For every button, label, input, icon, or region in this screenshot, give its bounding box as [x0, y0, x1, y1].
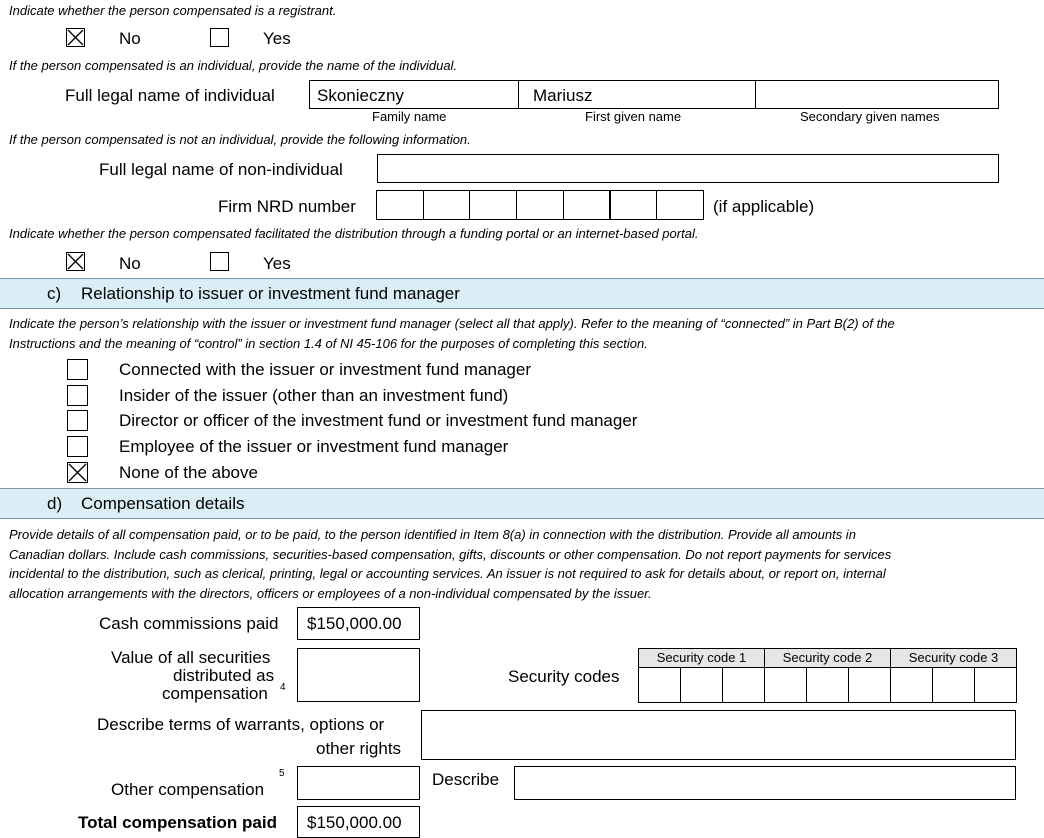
describe-label: Describe — [432, 770, 500, 789]
section-c-instruction-line1: Indicate the person’s relationship with the issuer or investment fund manager (select all that apply). Refer to the meaning of “connected” in Part B(2) of the — [9, 316, 895, 331]
section-d-instruction-line: Canadian dollars. Include cash commissions, securities-based compensation, gifts, discounts or other compensation. Do not report payments for services — [9, 546, 892, 562]
relationship-option-checkbox[interactable] — [67, 462, 88, 483]
individual-name-label: Full legal name of individual — [65, 86, 275, 105]
security-code-cell[interactable] — [680, 667, 723, 703]
security-code-cell[interactable] — [890, 667, 933, 703]
registrant-no-label: No — [119, 29, 141, 48]
secondary-given-names-caption: Secondary given names — [800, 109, 940, 124]
registrant-yes-label: Yes — [263, 29, 291, 48]
cash-commissions-value: $150,000.00 — [307, 614, 402, 633]
registrant-yes-checkbox[interactable] — [210, 28, 229, 47]
relationship-option-label: Employee of the issuer or investment fund manager — [119, 437, 509, 457]
section-d-instruction-line: incidental to the distribution, such as clerical, printing, legal or accounting services. An issuer is not required to ask for details about, or report on, internal — [9, 566, 886, 581]
firm-nrd-label: Firm NRD number — [218, 197, 356, 216]
registrant-no-checkbox[interactable] — [66, 28, 85, 47]
other-compensation-field[interactable] — [297, 766, 420, 800]
portal-question: Indicate whether the person compensated facilitated the distribution through a funding portal or an internet-based portal. — [9, 226, 699, 241]
securities-footnote: 4 — [280, 682, 286, 693]
cash-commissions-label: Cash commissions paid — [99, 614, 279, 633]
security-code-cell[interactable] — [932, 667, 975, 703]
firm-nrd-digit-cell[interactable] — [469, 190, 517, 220]
family-name-field[interactable]: Skonieczny — [317, 86, 404, 105]
relationship-option-checkbox[interactable] — [67, 359, 88, 380]
firm-nrd-digit-cell[interactable] — [610, 190, 658, 220]
relationship-option-label: Director or officer of the investment fund or investment fund manager — [119, 411, 638, 431]
section-d-letter: d) — [47, 494, 63, 513]
relationship-option-checkbox[interactable] — [67, 385, 88, 406]
total-compensation-value: $150,000.00 — [307, 813, 402, 832]
section-c-instruction-line2: Instructions and the meaning of “control” in section 1.4 of NI 45-106 for the purposes of completing this section. — [9, 336, 648, 351]
relationship-option-checkbox[interactable] — [67, 436, 88, 457]
securities-label-line1: Value of all securities — [111, 648, 271, 667]
firm-nrd-digit-cell[interactable] — [656, 190, 704, 220]
other-compensation-footnote: 5 — [279, 768, 285, 779]
first-given-name-caption: First given name — [585, 109, 682, 124]
portal-yes-label: Yes — [263, 254, 291, 273]
securities-label-line2: distributed as — [173, 666, 275, 685]
warrants-label-line1: Describe terms of warrants, options or — [97, 715, 385, 734]
firm-nrd-digit-cell[interactable] — [516, 190, 564, 220]
security-code-cell[interactable] — [974, 667, 1017, 703]
security-code-header: Security code 1 — [638, 648, 765, 668]
portal-no-label: No — [119, 254, 141, 273]
section-c-title: Relationship to issuer or investment fund manager — [81, 284, 460, 303]
relationship-option-checkbox[interactable] — [67, 410, 88, 431]
security-code-cell[interactable] — [638, 667, 681, 703]
security-code-cell[interactable] — [764, 667, 807, 703]
security-code-header: Security code 3 — [890, 648, 1017, 668]
section-c-letter: c) — [47, 284, 62, 303]
relationship-option-label: None of the above — [119, 462, 258, 482]
security-code-header: Security code 2 — [764, 648, 891, 668]
describe-field[interactable] — [514, 766, 1016, 800]
non-individual-name-label: Full legal name of non-individual — [99, 160, 343, 179]
total-compensation-label: Total compensation paid — [78, 813, 277, 832]
first-given-name-field[interactable]: Mariusz — [533, 86, 593, 105]
registrant-question: Indicate whether the person compensated is a registrant. — [9, 3, 337, 18]
section-d-instruction-line: allocation arrangements with the directors, officers or employees of a non-individual compensated by the issuer. — [9, 585, 652, 601]
non-individual-instruction: If the person compensated is not an individual, provide the following information. — [9, 132, 471, 147]
section-d-instruction-line: Provide details of all compensation paid, or to be paid, to the person identified in Item 8(a) in connection with the distribution. Provide all amounts in — [9, 527, 856, 542]
individual-name-box — [309, 80, 999, 109]
family-name-caption: Family name — [372, 109, 447, 124]
relationship-option-label: Insider of the issuer (other than an investment fund) — [119, 385, 509, 405]
firm-nrd-digit-cell[interactable] — [376, 190, 424, 220]
non-individual-name-field[interactable] — [377, 154, 999, 183]
portal-yes-checkbox[interactable] — [210, 252, 229, 271]
firm-nrd-digit-cell[interactable] — [423, 190, 471, 220]
warrants-label-line2: other rights — [316, 739, 402, 758]
section-d-instruction — [9, 525, 891, 603]
individual-instruction: If the person compensated is an individual, provide the name of the individual. — [9, 58, 458, 73]
security-codes-label: Security codes — [508, 667, 620, 686]
firm-nrd-digit-cell[interactable] — [563, 190, 611, 220]
security-code-cell[interactable] — [806, 667, 849, 703]
warrants-terms-field[interactable] — [421, 710, 1016, 760]
relationship-option-label: Connected with the issuer or investment fund manager — [119, 360, 532, 379]
security-code-cell[interactable] — [848, 667, 891, 703]
other-compensation-label: Other compensation — [111, 780, 265, 799]
security-code-cell[interactable] — [722, 667, 765, 703]
securities-value-field[interactable] — [297, 648, 420, 702]
section-c-header — [0, 278, 1044, 309]
section-d-header — [0, 488, 1044, 519]
firm-nrd-note: (if applicable) — [713, 197, 815, 216]
portal-no-checkbox[interactable] — [66, 252, 85, 271]
securities-label-line3: compensation — [162, 684, 268, 703]
section-d-title: Compensation details — [81, 494, 245, 513]
